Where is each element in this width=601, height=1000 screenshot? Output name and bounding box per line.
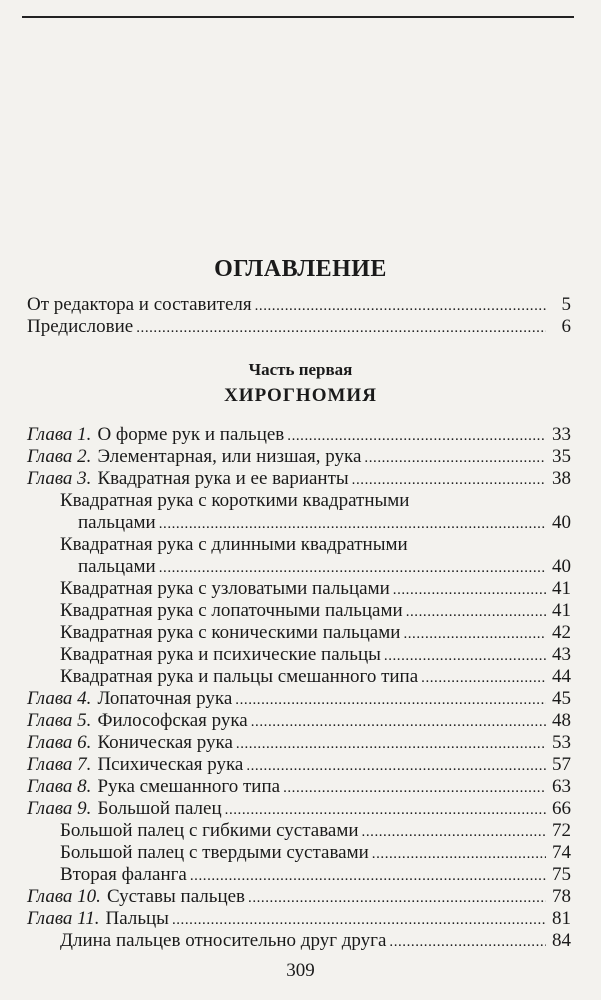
entry-page: 53	[552, 732, 571, 753]
leader-dots	[384, 644, 546, 667]
toc-chapter-entry[interactable]	[27, 468, 571, 491]
entry-text: Философская рука	[97, 710, 248, 731]
entry-text: Квадратная рука и пальцы смешанного типа	[60, 666, 419, 687]
entry-page: 66	[552, 798, 571, 819]
leader-dots	[225, 798, 546, 821]
entry-text: Большой палец с твердыми суставами	[60, 842, 369, 863]
entry-text: Коническая рука	[97, 732, 233, 753]
entry-page: 78	[552, 886, 571, 907]
entry-text-line1: Квадратная рука с длинными квадратными	[60, 534, 408, 555]
toc-subentry[interactable]	[60, 600, 571, 623]
entry-page: 6	[561, 316, 571, 337]
toc-chapter-entry[interactable]	[27, 798, 571, 821]
leader-dots	[246, 754, 546, 777]
entry-text: Лопаточная рука	[97, 688, 233, 709]
toc-chapter-entry[interactable]	[27, 446, 571, 469]
entry-page: 45	[552, 688, 571, 709]
entry-page: 5	[561, 294, 571, 315]
chapter-label: Глава 10.	[27, 886, 101, 907]
leader-dots	[406, 600, 546, 623]
entry-page: 40	[552, 556, 571, 577]
leader-dots	[255, 294, 546, 317]
chapter-label: Глава 1.	[27, 424, 92, 445]
toc-entry[interactable]	[27, 294, 571, 317]
leader-dots	[136, 316, 546, 339]
toc-entry[interactable]	[27, 316, 571, 339]
leader-dots	[364, 446, 546, 469]
entry-page: 43	[552, 644, 571, 665]
entry-page: 35	[552, 446, 571, 467]
entry-page: 48	[552, 710, 571, 731]
entry-text: О форме рук и пальцев	[97, 424, 285, 445]
entry-text: Длина пальцев относительно друг друга	[60, 930, 387, 951]
entry-page: 81	[552, 908, 571, 929]
entry-text: Предисловие	[27, 316, 134, 337]
leader-dots	[352, 468, 546, 491]
entry-text: Большой палец с гибкими суставами	[60, 820, 359, 841]
leader-dots	[393, 578, 546, 601]
leader-dots	[372, 842, 546, 865]
entry-page: 41	[552, 578, 571, 599]
entry-text: Квадратная рука и ее варианты	[97, 468, 349, 489]
entry-text: Квадратная рука с коническими пальцами	[60, 622, 401, 643]
entry-text: пальцами	[78, 556, 156, 577]
leader-dots	[421, 666, 546, 689]
entry-page: 44	[552, 666, 571, 687]
entry-page: 33	[552, 424, 571, 445]
entry-page: 40	[552, 512, 571, 533]
leader-dots	[190, 864, 546, 887]
chapter-label: Глава 11.	[27, 908, 100, 929]
toc-chapter-entry[interactable]	[27, 754, 571, 777]
leader-dots	[159, 512, 546, 535]
toc-subentry[interactable]	[60, 864, 571, 887]
chapter-label: Глава 8.	[27, 776, 92, 797]
part-title: ХИРОГНОМИЯ	[224, 385, 377, 406]
entry-text: От редактора и составителя	[27, 294, 252, 315]
chapter-label: Глава 4.	[27, 688, 92, 709]
leader-dots	[235, 688, 546, 711]
toc-chapter-entry[interactable]	[27, 886, 571, 909]
entry-page: 72	[552, 820, 571, 841]
entry-text: Психическая рука	[97, 754, 244, 775]
toc-subentry[interactable]	[60, 578, 571, 601]
toc-chapter-entry[interactable]	[27, 908, 571, 931]
entry-text: Пальцы	[105, 908, 169, 929]
entry-text-line1: Квадратная рука с короткими квадратными	[60, 490, 410, 511]
leader-dots	[236, 732, 546, 755]
chapter-label: Глава 6.	[27, 732, 92, 753]
entry-text: Вторая фаланга	[60, 864, 187, 885]
entry-page: 57	[552, 754, 571, 775]
entry-page: 74	[552, 842, 571, 863]
entry-page: 75	[552, 864, 571, 885]
entry-page: 38	[552, 468, 571, 489]
toc-chapter-entry[interactable]	[27, 776, 571, 799]
entry-page: 63	[552, 776, 571, 797]
leader-dots	[389, 930, 546, 953]
toc-chapter-entry[interactable]	[27, 732, 571, 755]
leader-dots	[403, 622, 546, 645]
leader-dots	[172, 908, 546, 931]
leader-dots	[248, 886, 546, 909]
chapter-label: Глава 9.	[27, 798, 92, 819]
toc-subentry[interactable]	[60, 930, 571, 953]
entry-page: 41	[552, 600, 571, 621]
entry-text: Квадратная рука с лопаточными пальцами	[60, 600, 403, 621]
entry-text: Суставы пальцев	[106, 886, 246, 907]
leader-dots	[287, 424, 546, 447]
toc-subentry[interactable]	[60, 622, 571, 645]
toc-chapter-entry[interactable]	[27, 710, 571, 733]
toc-subentry[interactable]	[78, 556, 571, 579]
entry-text: Рука смешанного типа	[97, 776, 281, 797]
chapter-label: Глава 2.	[27, 446, 92, 467]
chapter-label: Глава 5.	[27, 710, 92, 731]
leader-dots	[362, 820, 546, 843]
toc-subentry[interactable]	[60, 666, 571, 689]
top-rule	[22, 16, 574, 18]
toc-chapter-entry[interactable]	[27, 688, 571, 711]
toc-subentry[interactable]	[60, 820, 571, 843]
page-number: 309	[286, 960, 315, 981]
entry-text: Большой палец	[97, 798, 222, 819]
entry-text: Квадратная рука с узловатыми пальцами	[60, 578, 390, 599]
toc-subentry[interactable]	[78, 512, 571, 535]
entry-text: Квадратная рука и психические пальцы	[60, 644, 381, 665]
entry-text: пальцами	[78, 512, 156, 533]
chapter-label: Глава 3.	[27, 468, 92, 489]
chapter-label: Глава 7.	[27, 754, 92, 775]
toc-chapter-entry[interactable]	[27, 424, 571, 447]
toc-subentry[interactable]	[60, 644, 571, 667]
leader-dots	[159, 556, 546, 579]
toc-subentry[interactable]	[60, 842, 571, 865]
entry-page: 42	[552, 622, 571, 643]
leader-dots	[283, 776, 546, 799]
part-subtitle: Часть первая	[248, 360, 353, 379]
toc-title: ОГЛАВЛЕНИЕ	[214, 256, 387, 282]
entry-page: 84	[552, 930, 571, 951]
leader-dots	[251, 710, 546, 733]
entry-text: Элементарная, или низшая, рука	[97, 446, 362, 467]
